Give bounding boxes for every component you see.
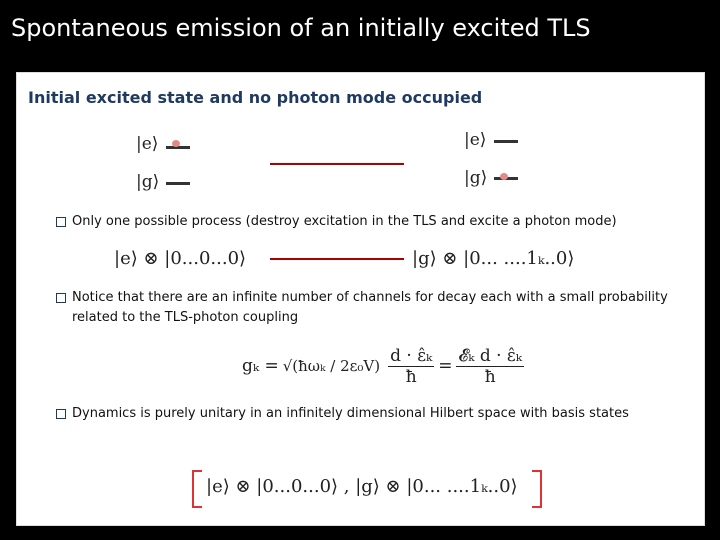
bullet-text-3: Dynamics is purely unitary in an infinitely dimensional Hilbert space with basis states <box>72 406 629 421</box>
excitation-dot-right <box>500 173 508 180</box>
basis-states-equation: |e⟩ ⊗ |0...0...0⟩ , |g⟩ ⊗ |0... ....1ₖ..0⟩ <box>206 476 518 497</box>
bullet-icon <box>56 409 66 419</box>
right-brace <box>532 470 542 508</box>
coupling-lhs: gₖ = <box>242 356 279 376</box>
ground-level-left <box>166 182 190 185</box>
ket-g-right: |g⟩ <box>464 168 488 188</box>
excited-level-right <box>494 140 518 143</box>
content-panel <box>16 72 705 526</box>
coupling-equation <box>242 336 528 396</box>
process-arrow <box>270 258 404 260</box>
panel-heading: Initial excited state and no photon mode occupied <box>28 88 483 107</box>
ket-e-left: |e⟩ <box>136 134 159 154</box>
bullet-icon <box>56 293 66 303</box>
coupling-root: √(ħωₖ / 2ε₀V) <box>282 357 381 375</box>
coupling-frac1-num: d · ε̂ₖ <box>390 345 433 366</box>
coupling-frac2-num: 𝓔ₖ d · ε̂ₖ <box>458 345 522 366</box>
excitation-dot-left <box>172 140 180 147</box>
coupling-frac2-den: ħ <box>484 366 496 387</box>
left-brace <box>192 470 202 508</box>
slide-title: Spontaneous emission of an initially excited TLS <box>11 14 591 42</box>
coupling-equals: = <box>438 356 453 376</box>
transition-arrow <box>270 163 404 165</box>
ket-g-left: |g⟩ <box>136 172 160 192</box>
bullet-icon <box>56 217 66 227</box>
bullet-text-1: Only one possible process (destroy excitation in the TLS and excite a photon mode) <box>72 214 617 229</box>
coupling-frac1-den: ħ <box>405 366 417 387</box>
equation-initial-state: |e⟩ ⊗ |0...0...0⟩ <box>114 248 247 269</box>
equation-final-state: |g⟩ ⊗ |0... ....1ₖ..0⟩ <box>412 248 575 269</box>
bullet-text-2: Notice that there are an infinite number of channels for decay each with a small probability related to the TLS-photon coupling <box>72 290 668 325</box>
ket-e-right: |e⟩ <box>464 130 487 150</box>
